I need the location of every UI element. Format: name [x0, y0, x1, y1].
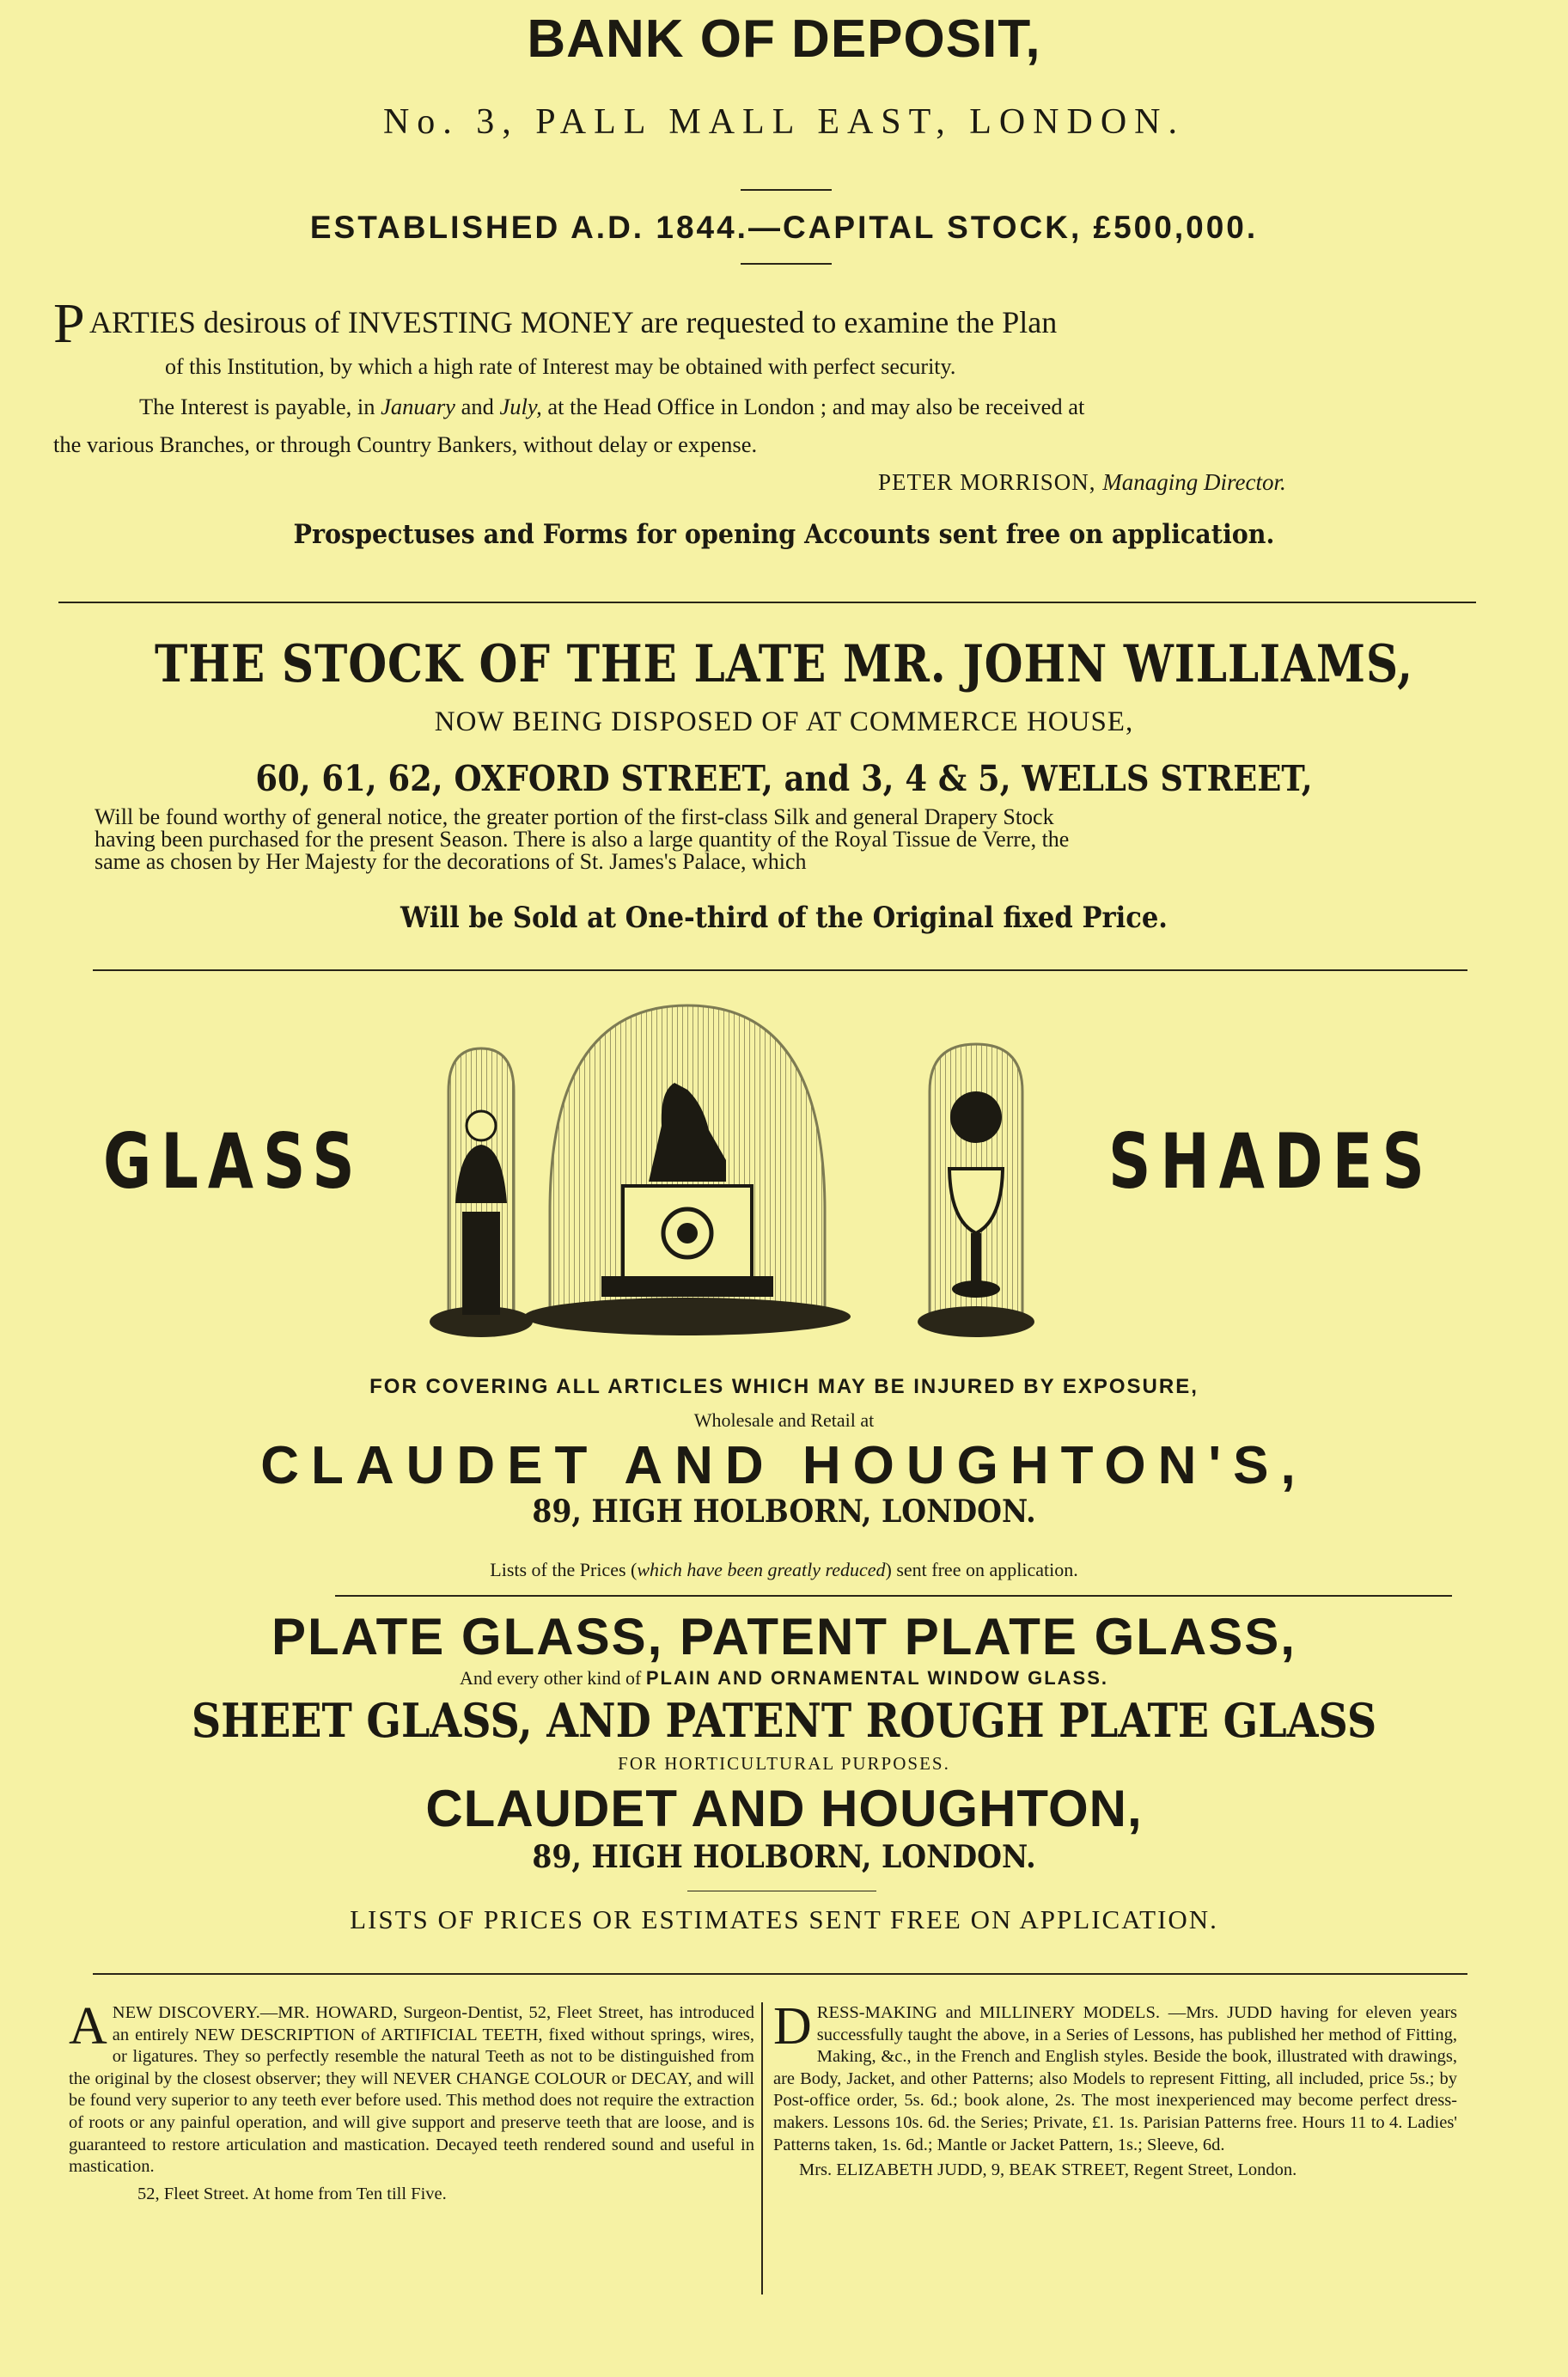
shades-firm: CLAUDET AND HOUGHTON'S,	[260, 1436, 1308, 1495]
judd-text-block	[773, 1997, 1457, 2156]
shades-wholesale: Wholesale and Retail at	[693, 1409, 875, 1431]
bank-signatory-role: Managing Director.	[1102, 469, 1286, 495]
bank-para2-line2: the various Branches, or through Country Bankers, without delay or expense.	[53, 431, 758, 457]
bank-para2-july: July,	[499, 394, 542, 419]
williams-body-line2: having been purchased for the present Season. There is also a large quantity of the Royal Tissue de Verre, the	[95, 827, 1070, 852]
bank-title: BANK OF DEPOSIT,	[527, 9, 1041, 69]
howard-text-block	[69, 1997, 754, 2178]
plate-lists: LISTS OF PRICES OR ESTIMATES SENT FREE ON APPLICATION.	[350, 1904, 1218, 1934]
bank-para2-a: The Interest is payable, in	[139, 394, 381, 419]
bank-para2-jan: January	[381, 394, 455, 419]
williams-body	[95, 806, 1469, 873]
williams-subtitle: NOW BEING DISPOSED OF AT COMMERCE HOUSE,	[434, 706, 1134, 737]
bank-para2-line1	[139, 394, 1084, 420]
plate-address: 89, HIGH HOLBORN, LONDON.	[532, 1839, 1036, 1875]
bank-para2-b: at the Head Office in London ; and may also be received at	[541, 394, 1085, 419]
judd-advert	[773, 1997, 1457, 2182]
howard-footer: 52, Fleet Street. At home from Ten till Five.	[137, 2184, 447, 2203]
section-divider	[93, 969, 1467, 971]
vase-dome-icon	[918, 1044, 1034, 1337]
howard-advert	[69, 1997, 754, 2205]
plate-every	[0, 1667, 1568, 1690]
williams-sale: Will be Sold at One-third of the Original fixed Price.	[400, 901, 1168, 935]
plate-horticultural: FOR HORTICULTURAL PURPOSES.	[618, 1753, 950, 1774]
shades-prices-b: ) sent free on application.	[885, 1559, 1078, 1580]
bank-prospectus: Prospectuses and Forms for opening Accounts sent free on application.	[293, 519, 1275, 550]
bank-address: No. 3, PALL MALL EAST, LONDON.	[382, 102, 1186, 142]
bank-signature	[878, 469, 1286, 496]
bank-para1-line1: ARTIES desirous of INVESTING MONEY are requested to examine the Plan	[89, 305, 1058, 339]
plate-every-b: PLAIN AND ORNAMENTAL WINDOW GLASS.	[645, 1667, 1108, 1689]
williams-address: 60, 61, 62, OXFORD STREET, and 3, 4 & 5, WELLS STREET,	[255, 758, 1313, 799]
williams-title: THE STOCK OF THE LATE MR. JOHN WILLIAMS,	[154, 634, 1414, 694]
shades-prices-ital: which have been greatly reduced	[637, 1559, 886, 1580]
section-divider	[335, 1595, 1452, 1597]
bank-signatory: PETER MORRISON,	[878, 469, 1103, 495]
drop-cap: A	[69, 1997, 107, 2056]
short-divider	[741, 189, 832, 191]
bust-dome-icon	[430, 1048, 533, 1337]
shades-covering: FOR COVERING ALL ARTICLES WHICH MAY BE INJURED BY EXPOSURE,	[369, 1375, 1199, 1398]
section-divider	[58, 602, 1476, 603]
glass-shades-illustration	[430, 997, 1117, 1358]
drop-cap: D	[773, 1997, 812, 2056]
howard-text: NEW DISCOVERY.—MR. HOWARD, Surgeon-Dentist, 52, Fleet Street, has introduced an entirely NEW DESCRIPTION of ARTIFICIAL TEETH, fixed without springs, wires, or ligatures. They so perfectly resemble the natural Teeth as not to be distinguished from the original by the closest observer; they will NEVER CHANGE COLOUR or DECAY, and will be found very superior to any teeth ever before used. This method does not require the extraction of roots or any painful operation, and will give support and preserve teeth that are loose, and is guaranteed to restore articulation and mastication. Decayed teeth rendered sound and useful in mastication.	[69, 2003, 754, 2177]
judd-footer: Mrs. ELIZABETH JUDD, 9, BEAK STREET, Regent Street, London.	[799, 2160, 1297, 2180]
plate-every-a: And every other kind of	[459, 1667, 646, 1689]
section-divider	[93, 1973, 1467, 1975]
shades-word: SHADES	[1108, 1117, 1434, 1206]
williams-body-line3: same as chosen by Her Majesty for the decorations of St. James's Palace, which	[95, 849, 807, 874]
drop-cap: P	[53, 292, 85, 355]
shades-prices	[0, 1559, 1568, 1581]
bank-para2-and: and	[455, 394, 500, 419]
clock-dome-icon	[524, 1005, 851, 1335]
shades-prices-a: Lists of the Prices (	[490, 1559, 638, 1580]
plate-title: PLATE GLASS, PATENT PLATE GLASS,	[272, 1608, 1296, 1665]
shades-address: 89, HIGH HOLBORN, LONDON.	[532, 1494, 1036, 1530]
bank-established: ESTABLISHED A.D. 1844.—CAPITAL STOCK, £500,000.	[309, 210, 1259, 245]
short-divider	[741, 263, 832, 265]
column-divider	[761, 2002, 763, 2295]
plate-firm: CLAUDET AND HOUGHTON,	[425, 1780, 1143, 1837]
plate-sheet: SHEET GLASS, AND PATENT ROUGH PLATE GLASS	[191, 1693, 1377, 1748]
williams-body-line1: Will be found worthy of general notice, the greater portion of the first-class Silk and general Drapery Stock	[95, 804, 1054, 829]
bank-para1-line2: of this Institution, by which a high rate of Interest may be obtained with perfect security.	[165, 354, 956, 379]
judd-text: RESS-MAKING and MILLINERY MODELS. —Mrs. JUDD having for eleven years successfully taught the above, in a Series of Lessons, has published her method of Fitting, Making, &c., in the French and English styles. Beside the book, illustrated with drawings, are Body, Jacket, and other Patterns; also Models to represent Fitting, all included, price 5s.; by Post-office order, 5s. 6d.; book alone, 2s. The most inexperienced may become perfect dress-makers. Lessons 10s. 6d. the Series; Private, £1. 1s. Parisian Patterns free. Hours 11 to 4. Ladies' Patterns taken, 1s. 6d.; Mantle or Jacket Pattern, 1s.; Sleeve, 6d.	[773, 2003, 1457, 2154]
glass-word: GLASS	[103, 1117, 364, 1206]
